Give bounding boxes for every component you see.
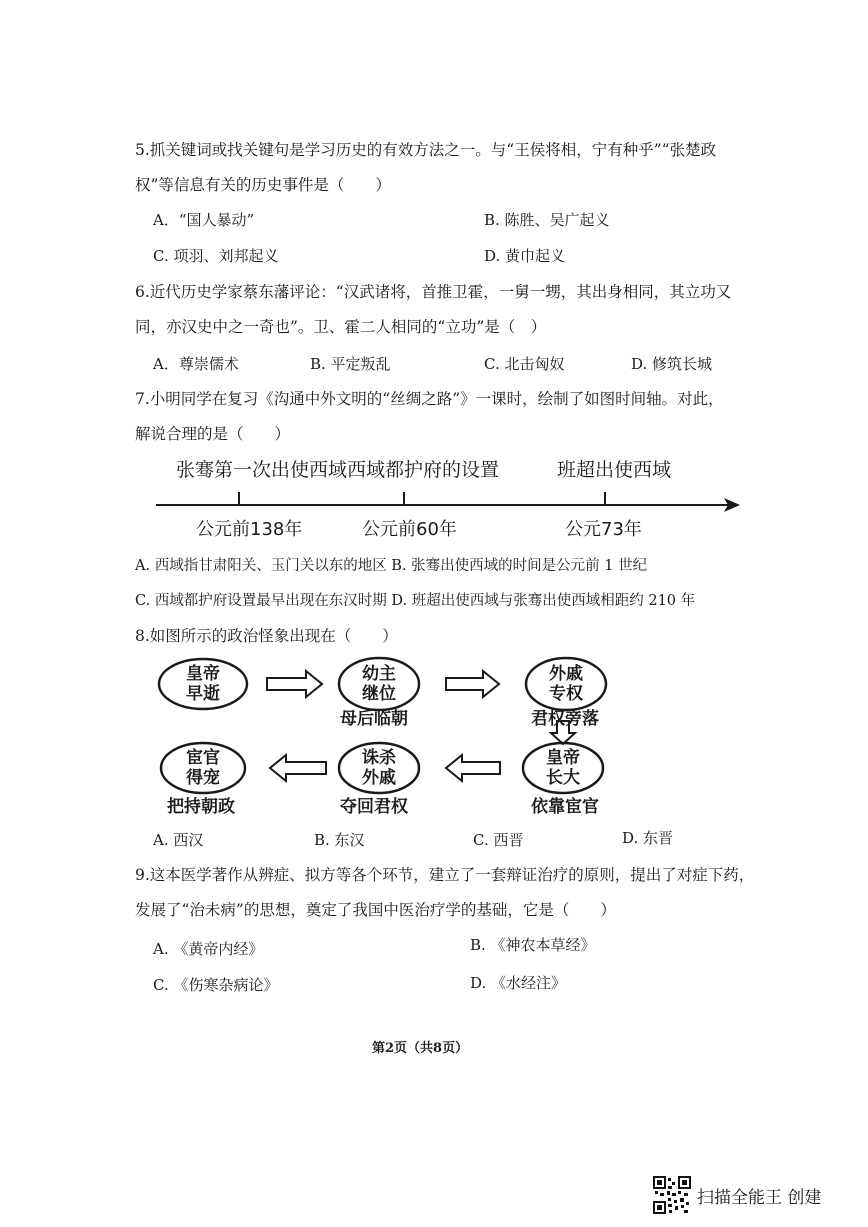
q5-option-d: D. 黄巾起义 (484, 247, 566, 265)
flow-node-line: 外戚 (362, 768, 396, 788)
timeline-year: 公元前60年 (362, 519, 457, 540)
flow-node-caption: 把持朝政 (167, 797, 235, 817)
q9-stem-line2: 发展了“治未病”的思想，奠定了我国中医治疗学的基础，它是（ ） (135, 901, 616, 919)
flow-diagram-shapes (0, 655, 868, 815)
flow-node-line: 幼主 (362, 664, 396, 684)
flow-node-text (533, 748, 593, 788)
flow-node-line: 诛杀 (362, 748, 396, 768)
timeline-year: 公元前138年 (196, 519, 303, 540)
flow-node-text (536, 664, 596, 704)
flow-node-line: 专权 (549, 684, 583, 704)
flow-arrow-right (446, 671, 499, 697)
q8-stem: 8.如图所示的政治怪象出现在（ ） (135, 627, 398, 645)
flow-node-text (349, 664, 409, 704)
q7-options-ab: A. 西域指甘肃阳关、玉门关以东的地区 B. 张骞出使西域的时间是公元前 1 世纪 (135, 558, 648, 574)
q8-option-d: D. 东晋 (622, 829, 674, 847)
q5-option-b: B. 陈胜、吴广起义 (484, 211, 610, 229)
flow-node-line: 宦官 (186, 748, 220, 768)
q6-option-a: A．尊崇儒术 (153, 355, 239, 373)
q9-option-c: C. 《伤寒杂病论》 (153, 976, 279, 994)
q5-option-c: C. 项羽、刘邦起义 (153, 247, 279, 265)
q8-option-b: B. 东汉 (314, 831, 365, 849)
timeline-year: 公元73年 (565, 519, 642, 540)
timeline-event-label: 张骞第一次出使西域 (176, 459, 348, 481)
timeline-event-label: 西域都护府的设置 (347, 459, 500, 481)
flow-node-caption: 君权旁落 (531, 709, 599, 729)
qr-code-icon (653, 1176, 691, 1214)
flow-node-text (173, 664, 233, 704)
q5-stem-line2: 权”等信息有关的历史事件是（ ） (135, 176, 391, 194)
q7-options-cd: C. 西域都护府设置最早出现在东汉时期 D. 班超出使西域与张骞出使西域相距约 210 年 (135, 593, 696, 609)
q5-stem-line1: 5.抓关键词或找关键句是学习历史的有效方法之一。与“王侯将相，宁有种乎”“张楚政 (135, 141, 717, 159)
q5-option-a: A．“国人暴动” (153, 211, 255, 229)
q8-option-a: A. 西汉 (153, 831, 204, 849)
q7-stem-line2: 解说合理的是（ ） (135, 425, 291, 443)
flow-node-line: 外戚 (549, 664, 583, 684)
q6-stem-line1: 6.近代历史学家蔡东藩评论：“汉武诸将，首推卫霍，一舅一甥，其出身相同，其立功又 (135, 283, 732, 301)
q8-option-c: C. 西晋 (473, 831, 524, 849)
flow-arrow-right (267, 671, 322, 697)
flow-node-line: 皇帝 (546, 748, 580, 768)
flow-node-line: 长大 (546, 768, 580, 788)
q9-option-d: D. 《水经注》 (470, 974, 567, 992)
flow-node-caption: 夺回君权 (340, 797, 408, 817)
timeline-event-label: 班超出使西域 (557, 459, 672, 481)
flow-arrow-left (446, 755, 500, 781)
q7-stem-line1: 7.小明同学在复习《沟通中外文明的“丝绸之路”》一课时，绘制了如图时间轴。对此， (135, 390, 724, 408)
scanner-brand-text: 扫描全能王 创建 (697, 1188, 822, 1208)
flow-node-line: 继位 (362, 684, 396, 704)
flow-arrow-left (270, 755, 326, 781)
q9-stem-line1: 9.这本医学著作从辨症、拟方等各个环节，建立了一套辩证治疗的原则，提出了对症下药， (135, 866, 755, 884)
flow-node-caption: 依靠宦官 (531, 797, 599, 817)
flow-node-line: 得宠 (186, 768, 220, 788)
flow-node-line: 早逝 (186, 684, 220, 704)
flow-node-line: 皇帝 (186, 664, 220, 684)
page-number: 第2页（共8页） (372, 1041, 469, 1056)
q6-stem-line2: 同，亦汉史中之一奇也”。卫、霍二人相同的“立功”是（ ） (135, 318, 547, 336)
q9-option-b: B. 《神农本草经》 (470, 936, 596, 954)
q6-option-d: D. 修筑长城 (631, 355, 713, 373)
flow-node-caption: 母后临朝 (340, 709, 408, 729)
q6-option-c: C. 北击匈奴 (484, 355, 565, 373)
flow-node-text (349, 748, 409, 788)
q6-option-b: B. 平定叛乱 (310, 355, 391, 373)
q9-option-a: A. 《黄帝内经》 (153, 940, 264, 958)
flow-node-text (173, 748, 233, 788)
